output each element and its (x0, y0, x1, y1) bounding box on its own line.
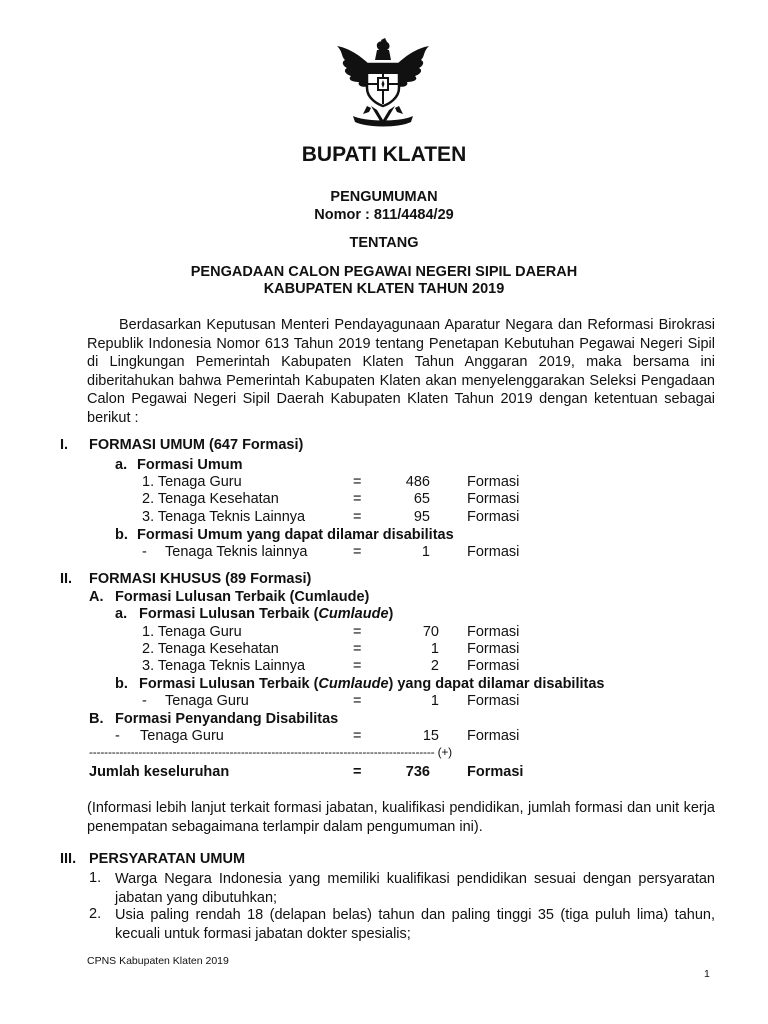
list-item-unit: Formasi (467, 624, 520, 640)
announcement-label: PENGUMUMAN (330, 189, 438, 205)
list-item-dash: - (115, 728, 120, 744)
list-item-text: Usia paling rendah 18 (delapan belas) tahun dan paling tinggi 35 (tiga puluh lima) tahun, kecuali untuk formasi jabatan dokter spesialis; (115, 907, 715, 942)
section-3-roman: III. (60, 851, 77, 867)
page-number: 1 (704, 968, 710, 980)
total-count: 736 (405, 764, 430, 780)
list-item-eq: = (353, 544, 362, 560)
list-item-dash: - (142, 693, 147, 709)
section-1b-label: b. (115, 527, 128, 543)
about-label: TENTANG (349, 235, 419, 251)
section-2Ab-label: b. (115, 676, 128, 692)
title-text: ) (388, 606, 394, 622)
list-item-label: 3. Tenaga Teknis Lainnya (142, 658, 306, 674)
document-title: BUPATI KLATEN (301, 143, 467, 166)
list-item-unit: Formasi (467, 509, 520, 525)
section-1a-title: Formasi Umum (137, 457, 243, 473)
section-1-roman: I. (60, 437, 69, 453)
list-item-count: 2 (430, 658, 439, 674)
section-3-title: PERSYARATAN UMUM (89, 851, 246, 867)
list-item-eq: = (353, 693, 362, 709)
info-note: (Informasi lebih lanjut terkait formasi jabatan, kualifikasi pendidikan, jumlah formasi dan unit kerja penempatan sebagaimana terlampir dalam pengumuman ini). (87, 800, 715, 835)
list-item-label: 1. Tenaga Guru (142, 624, 242, 640)
title-text: Formasi Lulusan Terbaik ( (139, 606, 319, 622)
list-item-unit: Formasi (467, 474, 520, 490)
section-2B-title: Formasi Penyandang Disabilitas (115, 711, 339, 727)
list-item-eq: = (353, 474, 362, 490)
list-item-count: 15 (422, 728, 439, 744)
list-item-count: 65 (413, 491, 430, 507)
footer-text: CPNS Kabupaten Klaten 2019 (87, 955, 229, 967)
list-item-label: Tenaga Guru (165, 693, 249, 709)
total-unit: Formasi (467, 764, 524, 780)
list-item-count: 1 (421, 544, 430, 560)
section-2A-title: Formasi Lulusan Terbaik (Cumlaude) (115, 589, 370, 605)
section-2-roman: II. (60, 571, 73, 587)
list-item-unit: Formasi (467, 728, 520, 744)
section-2B-label: B. (89, 711, 104, 727)
list-item-number: 2. (89, 906, 102, 922)
section-2Aa-title (139, 606, 393, 622)
total-eq: = (353, 764, 362, 780)
section-2A-label: A. (89, 589, 104, 605)
list-item-unit: Formasi (467, 641, 520, 657)
list-item-count: 1 (430, 693, 439, 709)
list-item-label: 2. Tenaga Kesehatan (142, 491, 279, 507)
intro-paragraph: Berdasarkan Keputusan Menteri Pendayagunaan Aparatur Negara dan Reformasi Birokrasi Republik Indonesia Nomor 613 Tahun 2019 tentang Penetapan Kebutuhan Pegawai Negeri Sipil di Lingkungan Pemerintah Kabupaten Klaten Tahun Anggaran 2019, maka bersama ini diberitahukan bahwa Pemerintah Kabupaten Klaten akan menyelenggarakan Seleksi Pengadaan Calon Pegawai Negeri Sipil Daerah Kabupaten Klaten Tahun 2019 dengan ketentuan sebagai berikut : (87, 317, 715, 426)
garuda-emblem-icon (331, 36, 435, 132)
list-item-eq: = (353, 624, 362, 640)
total-label: Jumlah keseluruhan (89, 764, 230, 780)
title-italic: Cumlaude (318, 606, 389, 622)
list-item-label: 3. Tenaga Teknis Lainnya (142, 509, 306, 525)
section-2Ab-title (139, 676, 604, 692)
list-item-number: 1. (89, 870, 102, 886)
list-item-unit: Formasi (467, 544, 520, 560)
list-item-text: Warga Negara Indonesia yang memiliki kualifikasi pendidikan sesuai dengan persyaratan jabatan yang dibutuhkan; (115, 871, 715, 906)
title-italic: Cumlaude (318, 676, 389, 692)
list-item-eq: = (353, 728, 362, 744)
list-item-dash: - (142, 544, 147, 560)
section-2-title: FORMASI KHUSUS (89 Formasi) (89, 571, 312, 587)
list-item-unit: Formasi (467, 693, 520, 709)
list-item-label: Tenaga Guru (140, 728, 224, 744)
subject-line-1: PENGADAAN CALON PEGAWAI NEGERI SIPIL DAERAH (190, 264, 578, 280)
announcement-number: Nomor : 811/4484/29 (314, 207, 454, 223)
list-item-eq: = (353, 641, 362, 657)
list-item-count: 70 (422, 624, 439, 640)
list-item-count: 1 (430, 641, 439, 657)
section-1-title: FORMASI UMUM (647 Formasi) (89, 437, 304, 453)
list-item-eq: = (353, 509, 362, 525)
list-item-label: 2. Tenaga Kesehatan (142, 641, 279, 657)
section-1a-label: a. (115, 457, 128, 473)
title-text: ) yang dapat dilamar disabilitas (388, 676, 605, 692)
list-item-unit: Formasi (467, 491, 520, 507)
sum-separator: ------------------------------------------------------------------------------------------- (+) (89, 745, 452, 759)
list-item-count: 486 (405, 474, 430, 490)
list-item-eq: = (353, 658, 362, 674)
list-item-eq: = (353, 491, 362, 507)
list-item-label: Tenaga Teknis lainnya (165, 544, 308, 560)
subject-line-2: KABUPATEN KLATEN TAHUN 2019 (263, 281, 505, 297)
title-text: Formasi Lulusan Terbaik ( (139, 676, 319, 692)
list-item-unit: Formasi (467, 658, 520, 674)
section-2Aa-label: a. (115, 606, 128, 622)
list-item-label: 1. Tenaga Guru (142, 474, 242, 490)
list-item-count: 95 (413, 509, 430, 525)
section-1b-title: Formasi Umum yang dapat dilamar disabilitas (137, 527, 454, 543)
